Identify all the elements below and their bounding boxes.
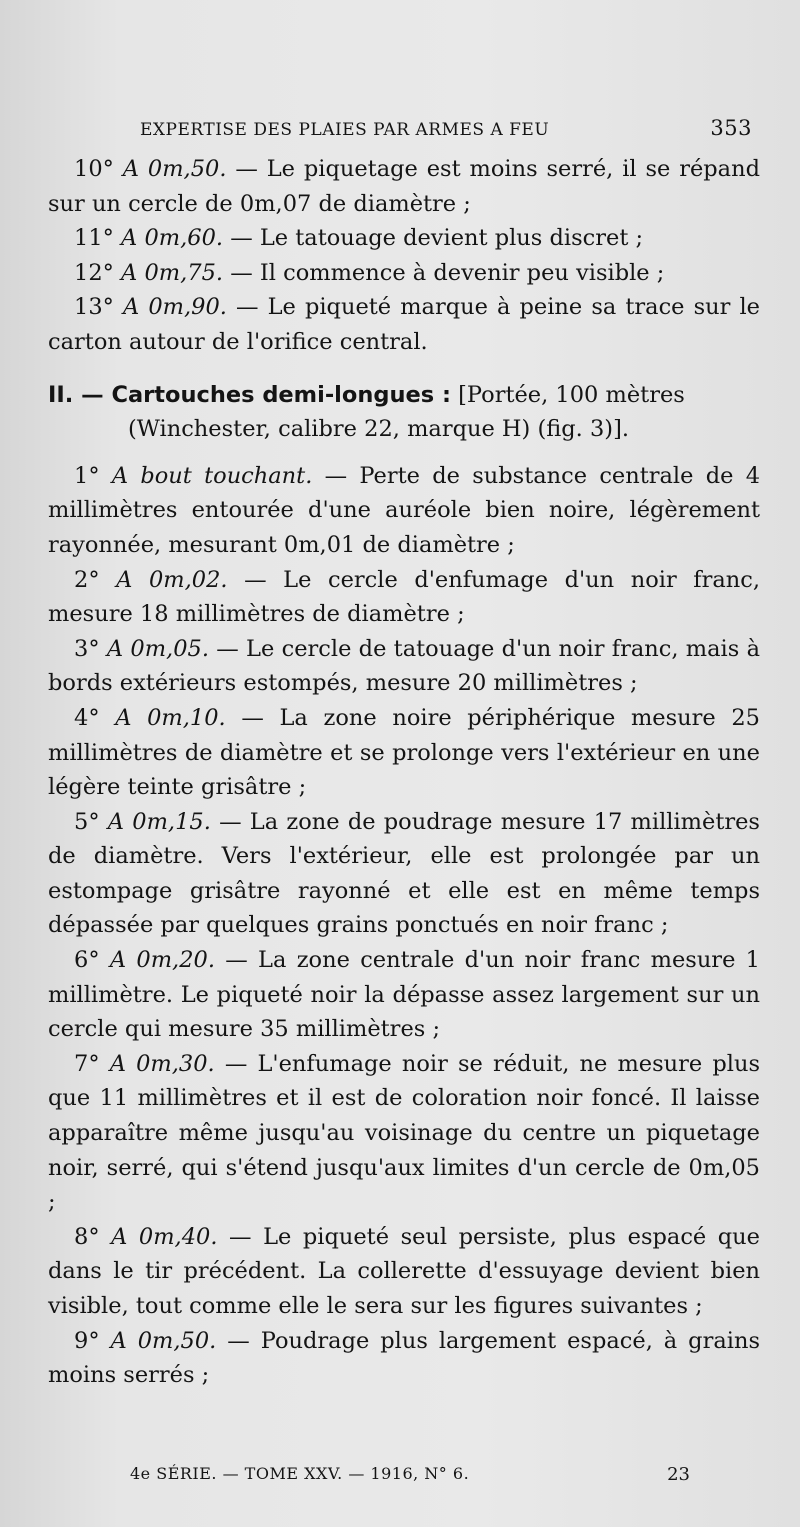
item-distance: A 0m,75. bbox=[121, 259, 224, 286]
item-distance: A 0m,50. bbox=[110, 1327, 217, 1354]
item-number: 8° bbox=[74, 1223, 112, 1250]
item-distance: A 0m,30. bbox=[109, 1050, 215, 1077]
section-line1: [Portée, 100 mètres bbox=[450, 381, 685, 408]
list-item bbox=[48, 1047, 760, 1220]
item-distance: A 0m,02. bbox=[116, 566, 228, 593]
item-text: — La zone noire périphérique mesure 25 millimètres de diamètre et se prolonge vers l'extérieur en une légère teinte grisâtre ; bbox=[48, 704, 760, 801]
item-text: — Le piqueté seul persiste, plus espacé que dans le tir précédent. La collerette d'essuyage devient bien visible, tout comme elle le sera sur les figures suivantes ; bbox=[48, 1223, 760, 1319]
paragraph bbox=[48, 152, 760, 221]
footer bbox=[130, 1464, 690, 1485]
item-text: — Le piquetage est moins serré, il se répand sur un cercle de 0m,07 de diamètre ; bbox=[48, 156, 760, 217]
section-heading bbox=[48, 378, 760, 447]
item-number: 9° bbox=[74, 1327, 111, 1354]
item-distance: A 0m,90. bbox=[122, 294, 227, 321]
item-distance: A 0m,10. bbox=[115, 704, 226, 731]
item-number: 10° bbox=[74, 156, 123, 182]
item-distance: A 0m,15. bbox=[107, 808, 211, 835]
list-item bbox=[48, 459, 760, 563]
list-item bbox=[48, 943, 760, 1047]
list-item bbox=[48, 563, 760, 632]
item-distance: A 0m,50. bbox=[122, 156, 227, 182]
item-number: 6° bbox=[74, 947, 110, 974]
list-item bbox=[48, 1220, 760, 1324]
item-number: 4° bbox=[74, 704, 116, 731]
list-item bbox=[48, 632, 760, 701]
item-number: 12° bbox=[74, 259, 122, 286]
item-number: 5° bbox=[74, 808, 108, 835]
paragraph bbox=[48, 290, 760, 359]
item-number: 11° bbox=[74, 225, 122, 252]
paragraph bbox=[48, 256, 760, 291]
item-distance: A bout touchant. bbox=[111, 462, 313, 489]
section-label: II. — Cartouches demi-longues : bbox=[48, 381, 451, 408]
header-title: EXPERTISE DES PLAIES PAR ARMES A FEU bbox=[140, 120, 550, 140]
item-distance: A 0m,20. bbox=[109, 947, 215, 974]
item-text: — Le cercle de tatouage d'un noir franc, mais à bords extérieurs estompés, mesure 20 millimètres ; bbox=[48, 635, 760, 697]
item-number: 2° bbox=[74, 566, 117, 593]
item-text: — Perte de substance centrale de 4 millimètres entourée d'une auréole bien noire, légèrement rayonnée, mesurant 0m,01 de diamètre ; bbox=[48, 462, 761, 558]
item-number: 7° bbox=[74, 1050, 110, 1077]
list-item bbox=[48, 701, 760, 805]
page-body bbox=[48, 152, 760, 1393]
list-item bbox=[48, 1324, 760, 1393]
item-number: 3° bbox=[74, 635, 107, 662]
footer-series: 4e SÉRIE. — TOME XXV. — 1916, N° 6. bbox=[130, 1464, 470, 1483]
item-text: — Le piqueté marque à peine sa trace sur le carton autour de l'orifice central. bbox=[48, 294, 760, 355]
running-header bbox=[140, 116, 752, 140]
page-number: 353 bbox=[710, 116, 752, 140]
item-text: — Il commence à devenir peu visible ; bbox=[223, 259, 665, 286]
item-text: — Poudrage plus largement espacé, à grains moins serrés ; bbox=[48, 1327, 760, 1389]
item-number: 13° bbox=[74, 294, 123, 321]
item-number: 1° bbox=[74, 462, 112, 489]
item-text: — La zone de poudrage mesure 17 millimètres de diamètre. Vers l'extérieur, elle est prolongée par un estompage grisâtre rayonné et elle est en même temps dépassée par quelques grains ponctués en noir franc ; bbox=[48, 808, 760, 939]
item-distance: A 0m,60. bbox=[121, 225, 224, 252]
item-distance: A 0m,05. bbox=[106, 635, 209, 662]
signature-number: 23 bbox=[667, 1464, 690, 1485]
item-text: — La zone centrale d'un noir franc mesure 1 millimètre. Le piqueté noir la dépasse assez largement sur un cercle qui mesure 35 millimètres ; bbox=[48, 947, 760, 1043]
item-list bbox=[48, 459, 760, 1393]
paragraph bbox=[48, 221, 760, 256]
item-text: — Le tatouage devient plus discret ; bbox=[223, 225, 644, 252]
item-text: — Le cercle d'enfumage d'un noir franc, mesure 18 millimètres de diamètre ; bbox=[48, 566, 761, 628]
list-item bbox=[48, 805, 760, 943]
item-distance: A 0m,40. bbox=[111, 1223, 218, 1250]
paragraph-group-top bbox=[48, 152, 760, 360]
item-text: — L'enfumage noir se réduit, ne mesure plus que 11 millimètres et il est de coloration noir foncé. Il laisse apparaître même jusqu'au voisinage du centre un piquetage noir, serré, qui s'étend jusqu'aux limites d'un cercle de 0m,05 ; bbox=[48, 1050, 760, 1216]
section-line2: (Winchester, calibre 22, marque H) (fig. 3)]. bbox=[128, 416, 629, 443]
